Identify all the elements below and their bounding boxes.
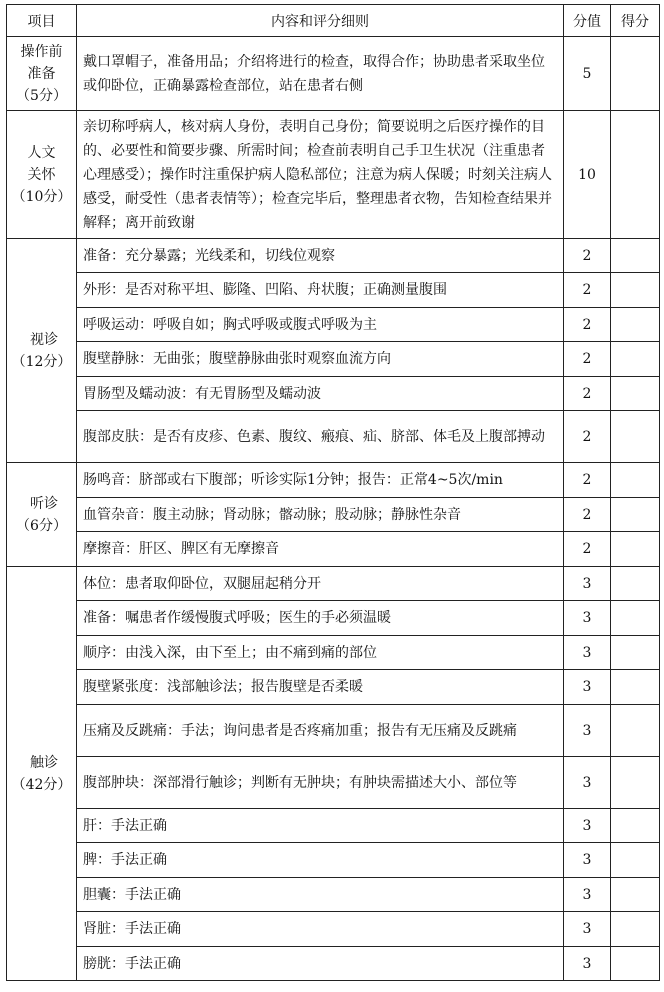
item-points: 3 <box>564 912 611 947</box>
item-content: 肠鸣音：脐部或右下腹部；听诊实际1分钟；报告：正常4~5次/min <box>77 463 564 498</box>
section-category-cell <box>7 567 77 981</box>
table-row <box>7 670 660 705</box>
table-row <box>7 239 660 273</box>
score-input-cell <box>611 601 660 636</box>
score-input-cell <box>611 111 660 239</box>
item-content: 腹壁静脉：无曲张；腹壁静脉曲张时观察血流方向 <box>77 342 564 377</box>
section-category-cell <box>7 463 77 567</box>
header-score: 得分 <box>611 5 660 37</box>
item-points: 3 <box>564 670 611 705</box>
section-category-cell <box>7 239 77 463</box>
header-content: 内容和评分细则 <box>77 5 564 37</box>
score-input-cell <box>611 757 660 809</box>
item-content: 体位：患者取仰卧位，双腿屈起稍分开 <box>77 567 564 601</box>
item-points: 3 <box>564 947 611 981</box>
scoring-table <box>6 4 660 981</box>
item-content: 外形：是否对称平坦、膨隆、凹陷、舟状腹；正确测量腹围 <box>77 273 564 308</box>
item-content: 膀胱：手法正确 <box>77 947 564 981</box>
item-content: 胆囊：手法正确 <box>77 878 564 912</box>
item-content: 亲切称呼病人，核对病人身份，表明自己身份；简要说明之后医疗操作的目的、必要性和简要步骤、所需时间；检查前表明自己手卫生状况（注重患者心理感受）；操作时注重保护病人隐私部位；注意为病人保暖；时刻关注病人感受，耐受性（患者表情等）；检查完毕后，整理患者衣物，告知检查结果并解释；离开前致谢 <box>77 111 564 239</box>
item-points: 5 <box>564 37 611 111</box>
table-row <box>7 878 660 912</box>
item-points: 2 <box>564 239 611 273</box>
score-input-cell <box>611 567 660 601</box>
section-name: 触诊 <box>30 754 58 771</box>
table-row <box>7 809 660 843</box>
item-points: 3 <box>564 636 611 670</box>
section-points: （12分） <box>11 353 72 370</box>
table-row <box>7 411 660 463</box>
score-input-cell <box>611 947 660 981</box>
score-input-cell <box>611 636 660 670</box>
item-points: 3 <box>564 705 611 757</box>
table-row <box>7 601 660 636</box>
section-points: （5分） <box>16 87 67 104</box>
item-points: 3 <box>564 567 611 601</box>
item-content: 胃肠型及蠕动波：有无胃肠型及蠕动波 <box>77 377 564 411</box>
item-points: 3 <box>564 843 611 878</box>
table-row <box>7 567 660 601</box>
table-row <box>7 111 660 239</box>
score-input-cell <box>611 342 660 377</box>
item-content: 腹部肿块：深部滑行触诊；判断有无肿块；有肿块需描述大小、部位等 <box>77 757 564 809</box>
table-row <box>7 947 660 981</box>
header-row <box>7 5 660 37</box>
score-input-cell <box>611 273 660 308</box>
item-points: 2 <box>564 532 611 567</box>
score-input-cell <box>611 411 660 463</box>
score-input-cell <box>611 878 660 912</box>
item-content: 腹部皮肤：是否有皮疹、色素、腹纹、瘢痕、疝、脐部、体毛及上腹部搏动 <box>77 411 564 463</box>
score-input-cell <box>611 843 660 878</box>
score-input-cell <box>611 498 660 532</box>
item-content: 肾脏：手法正确 <box>77 912 564 947</box>
table-row <box>7 463 660 498</box>
header-item: 项目 <box>7 5 77 37</box>
item-points: 2 <box>564 377 611 411</box>
score-input-cell <box>611 37 660 111</box>
item-content: 准备：嘱患者作缓慢腹式呼吸；医生的手必须温暖 <box>77 601 564 636</box>
table-body <box>7 37 660 981</box>
table-row <box>7 377 660 411</box>
section-name: 操作前准备 <box>20 43 63 82</box>
item-content: 血管杂音：腹主动脉；肾动脉；髂动脉；股动脉；静脉性杂音 <box>77 498 564 532</box>
table-row <box>7 342 660 377</box>
item-points: 2 <box>564 273 611 308</box>
score-input-cell <box>611 463 660 498</box>
table-row <box>7 308 660 342</box>
section-name: 视诊 <box>30 331 58 348</box>
score-input-cell <box>611 377 660 411</box>
item-points: 2 <box>564 342 611 377</box>
item-content: 压痛及反跳痛：手法；询问患者是否疼痛加重；报告有无压痛及反跳痛 <box>77 705 564 757</box>
item-content: 戴口罩帽子，准备用品；介绍将进行的检查，取得合作；协助患者采取坐位或仰卧位，正确暴露检查部位，站在患者右侧 <box>77 37 564 111</box>
table-row <box>7 912 660 947</box>
table-row <box>7 498 660 532</box>
table-row <box>7 705 660 757</box>
table-row <box>7 37 660 111</box>
score-input-cell <box>611 308 660 342</box>
score-input-cell <box>611 912 660 947</box>
score-input-cell <box>611 239 660 273</box>
item-points: 10 <box>564 111 611 239</box>
item-content: 准备：充分暴露；光线柔和，切线位观察 <box>77 239 564 273</box>
item-points: 3 <box>564 601 611 636</box>
item-content: 摩擦音：肝区、脾区有无摩擦音 <box>77 532 564 567</box>
item-points: 2 <box>564 411 611 463</box>
section-points: （10分） <box>11 188 72 205</box>
score-input-cell <box>611 670 660 705</box>
score-input-cell <box>611 705 660 757</box>
item-points: 3 <box>564 878 611 912</box>
section-name: 人文关怀 <box>27 144 56 183</box>
item-points: 2 <box>564 308 611 342</box>
section-points: （42分） <box>11 776 72 793</box>
item-content: 呼吸运动：呼吸自如；胸式呼吸或腹式呼吸为主 <box>77 308 564 342</box>
score-input-cell <box>611 532 660 567</box>
section-category-cell <box>7 37 77 111</box>
table-row <box>7 273 660 308</box>
table-row <box>7 843 660 878</box>
header-points: 分值 <box>564 5 611 37</box>
item-points: 3 <box>564 809 611 843</box>
item-content: 顺序：由浅入深，由下至上；由不痛到痛的部位 <box>77 636 564 670</box>
score-input-cell <box>611 809 660 843</box>
item-points: 3 <box>564 757 611 809</box>
table-row <box>7 757 660 809</box>
item-content: 肝：手法正确 <box>77 809 564 843</box>
item-points: 2 <box>564 498 611 532</box>
item-points: 2 <box>564 463 611 498</box>
section-category-cell <box>7 111 77 239</box>
table-row <box>7 636 660 670</box>
item-content: 腹壁紧张度：浅部触诊法；报告腹壁是否柔暖 <box>77 670 564 705</box>
section-name: 听诊 <box>30 495 58 512</box>
section-points: （6分） <box>16 517 67 534</box>
item-content: 脾：手法正确 <box>77 843 564 878</box>
table-row <box>7 532 660 567</box>
